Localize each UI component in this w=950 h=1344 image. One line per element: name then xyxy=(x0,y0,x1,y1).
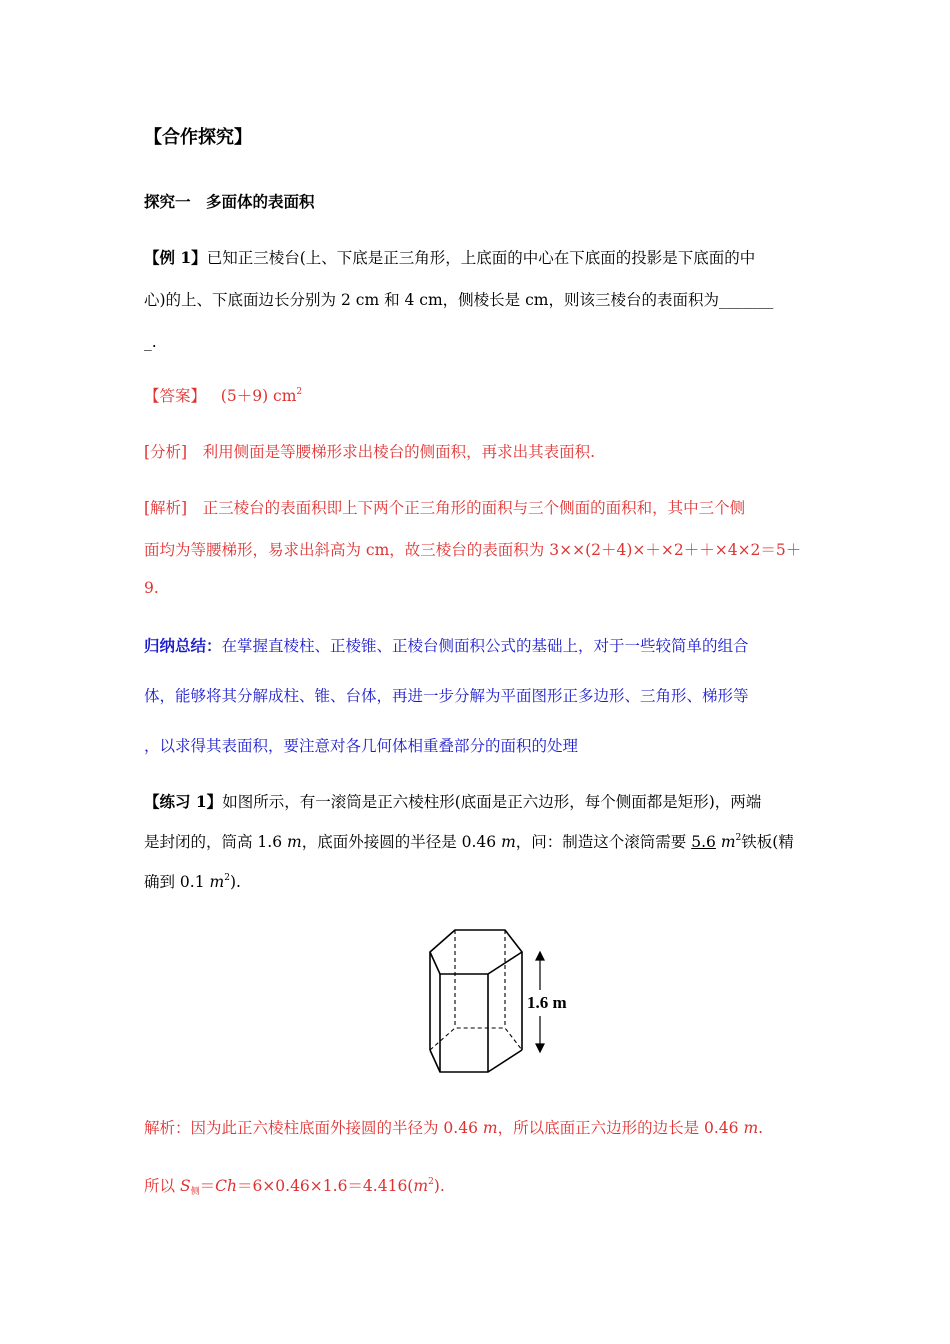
answer-label: 【答案】 xyxy=(144,387,207,405)
p1-l2a: 是封闭的，筒高 1.6 xyxy=(144,833,288,851)
solution-line2: 面均为等腰梯形，易求出斜高为 cm，故三棱台的表面积为 3××(2＋4)×＋×2＋＋×4×2＝5＋ xyxy=(144,541,802,559)
analysis-line: [分析] 利用侧面是等腰梯形求出棱台的侧面积，再求出其表面积. xyxy=(144,443,596,461)
ps-l1a: 解析：因为此正六棱柱底面外接圆的半径为 0.46 xyxy=(144,1119,483,1137)
ps-l1c: . xyxy=(758,1119,764,1137)
height-label: 1.6 m xyxy=(527,993,567,1012)
p1-l2exp: 2 xyxy=(735,833,742,843)
ps-l2exp: 2 xyxy=(428,1177,434,1187)
prism-top-face xyxy=(430,930,522,974)
hexagonal-prism-figure xyxy=(420,922,580,1082)
ps-l2b: ＝ xyxy=(199,1177,216,1195)
example1-label: 【例 1】 xyxy=(144,248,207,267)
p1-l3m: m xyxy=(209,873,225,891)
practice1-label: 【练习 1】 xyxy=(144,792,223,811)
p1-l2d: 铁板(精 xyxy=(741,833,794,851)
p1-l2c: ，问：制造这个滚筒需要 xyxy=(515,833,692,851)
prism-hidden-bottom xyxy=(430,1028,522,1050)
practice1-text1: 如图所示，有一滚筒是正六棱柱形(底面是正六边形，每个侧面都是矩形)，两端 xyxy=(222,793,762,811)
arrow-up-icon xyxy=(536,952,544,960)
ps-l2sub: 侧 xyxy=(190,1187,200,1197)
example1-line3: _. xyxy=(144,333,157,351)
arrow-down-icon xyxy=(536,1044,544,1052)
ps-l2a: 所以 xyxy=(144,1177,180,1195)
practice1-line2 xyxy=(144,832,794,852)
p1-l3b: ). xyxy=(229,873,241,891)
ps-l2d: ). xyxy=(433,1177,445,1195)
summary-line3: ，以求得其表面积，要注意对各几何体相重叠部分的面积的处理 xyxy=(144,737,579,755)
practice1-answer: 5.6 xyxy=(691,833,716,851)
ps-l1m1: m xyxy=(482,1119,498,1137)
summary-text1: 在掌握直棱柱、正棱锥、正棱台侧面积公式的基础上，对于一些较简单的组合 xyxy=(221,637,749,655)
example1-line1 xyxy=(144,248,755,268)
subheading: 探究一 多面体的表面积 xyxy=(144,192,315,211)
p1-l2m1: m xyxy=(287,833,302,851)
summary-line1 xyxy=(144,636,749,656)
ps-l2Ch: Ch xyxy=(215,1177,237,1195)
ps-l1m2: m xyxy=(743,1119,759,1137)
answer-value: (5＋9) cm xyxy=(220,387,297,405)
p1-l3exp: 2 xyxy=(224,873,230,883)
summary-line2: 体，能够将其分解成柱、锥、台体，再进一步分解为平面图形正多边形、三角形、梯形等 xyxy=(144,687,749,705)
p1-l3a: 确到 0.1 xyxy=(144,873,210,891)
p1-l2m2: m xyxy=(501,833,516,851)
section-title: 【合作探究】 xyxy=(144,127,252,148)
example1-text1: 已知正三棱台(上、下底是正三角形，上底面的中心在下底面的投影是下底面的中 xyxy=(206,249,756,267)
prism-bottom-edges xyxy=(430,1050,522,1072)
solution-line1: [解析] 正三棱台的表面积即上下两个正三角形的面积与三个侧面的面积和，其中三个侧 xyxy=(144,499,746,517)
practice-solution-line1 xyxy=(144,1118,763,1138)
example1-line2: 心)的上、下底面边长分别为 2 cm 和 4 cm，侧棱长是 cm，则该三棱台的表面积为_______ xyxy=(144,291,774,309)
practice-solution-line2 xyxy=(144,1176,445,1196)
answer-exp: 2 xyxy=(296,387,303,397)
practice1-line3 xyxy=(144,872,241,892)
solution-line3: 9. xyxy=(144,579,159,597)
p1-l2m3: m xyxy=(720,833,736,851)
ps-l2m: m xyxy=(413,1177,429,1195)
ps-l2S: S xyxy=(179,1177,191,1195)
ps-l1b: ，所以底面正六边形的边长是 0.46 xyxy=(497,1119,744,1137)
answer-line xyxy=(144,386,302,406)
practice1-line1 xyxy=(144,792,761,812)
ps-l2c: ＝6×0.46×1.6＝4.416( xyxy=(236,1177,414,1195)
summary-label: 归纳总结： xyxy=(144,636,222,655)
p1-l2b: ，底面外接圆的半径是 0.46 xyxy=(301,833,502,851)
